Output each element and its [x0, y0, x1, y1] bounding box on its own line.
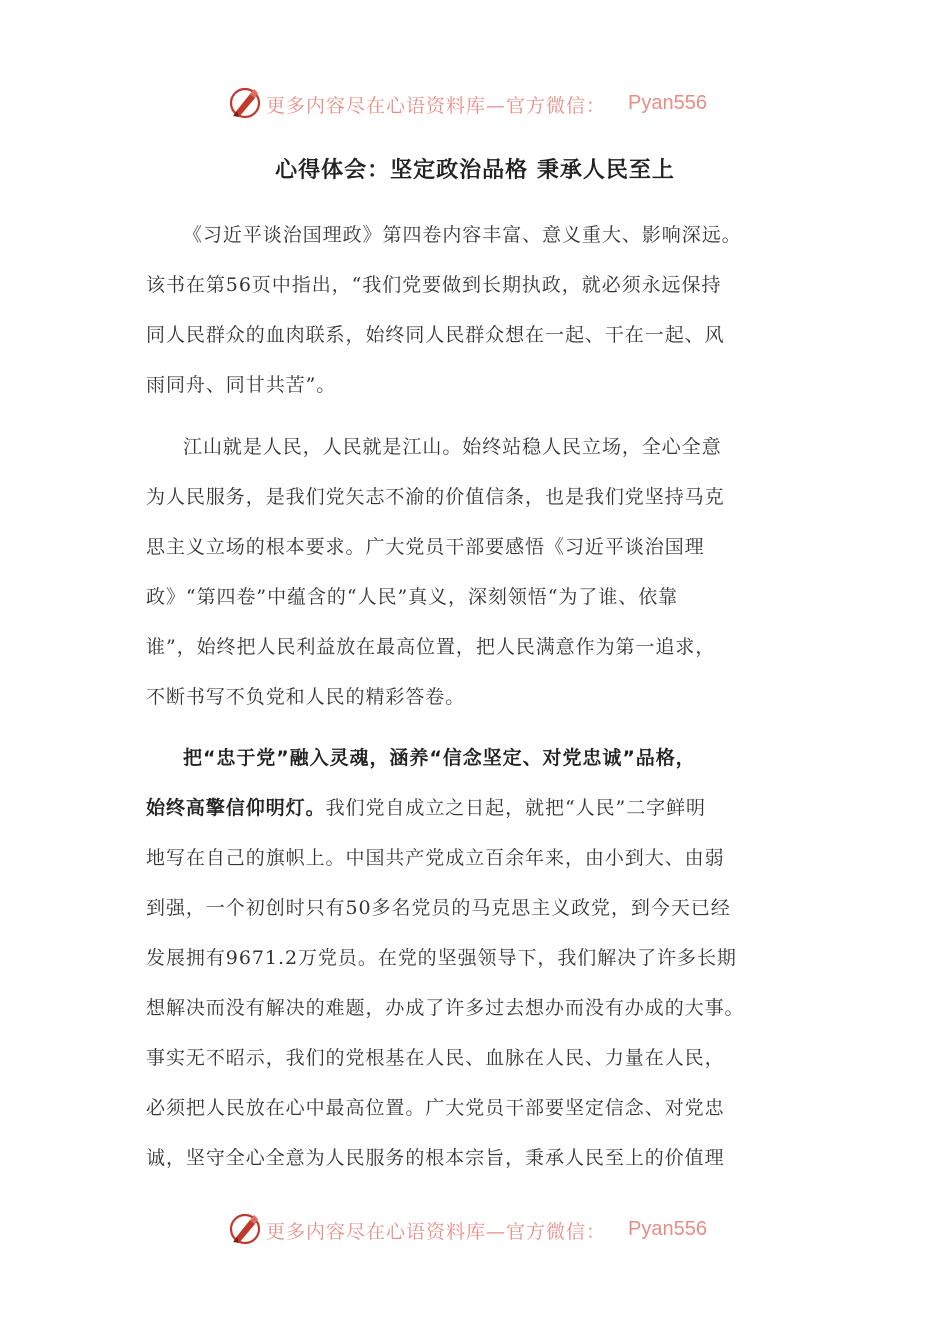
text-line [146, 793, 706, 820]
banner-text: 更多内容尽在心语资料库—官方微信： [266, 1221, 607, 1243]
text-line: 为人民服务，是我们党矢志不渝的价值信条，也是我们党坚持马克 [146, 486, 725, 508]
pen-logo-icon [228, 86, 262, 120]
text-line: 到强，一个初创时只有50多名党员的马克思主义政党，到今天已经 [146, 897, 731, 919]
text-line: 发展拥有9671.2万党员。在党的坚强领导下，我们解决了许多长期 [146, 947, 737, 969]
bold-lead-text: 把“忠于党”融入灵魂，涵养“信念坚定、对党忠诚”品格， [183, 747, 696, 769]
text-line: 同人民群众的血肉联系，始终同人民群众想在一起、干在一起、风 [146, 324, 725, 346]
text-line: 江山就是人民，人民就是江山。始终站稳人民立场，全心全意 [183, 436, 722, 458]
text-line: 事实无不昭示，我们的党根基在人民、血脉在人民、力量在人民， [146, 1047, 725, 1069]
pen-logo-icon [228, 1212, 262, 1246]
banner-wechat-id: Pyan556 [628, 1218, 707, 1240]
text-span: 我们党自成立之日起，就把“人民”二字鲜明 [325, 797, 706, 819]
text-line: 《习近平谈治国理政》第四卷内容丰富、意义重大、影响深远。 [183, 224, 742, 246]
footer-banner [0, 1210, 950, 1250]
banner-wechat-id: Pyan556 [628, 92, 707, 114]
text-line: 雨同舟、同甘共苦”。 [146, 374, 337, 396]
text-line: 思主义立场的根本要求。广大党员干部要感悟《习近平谈治国理 [146, 536, 705, 558]
text-line: 谁”，始终把人民利益放在最高位置，把人民满意作为第一追求， [146, 636, 716, 658]
text-line: 诚，坚守全心全意为人民服务的根本宗旨，秉承人民至上的价值理 [146, 1147, 725, 1169]
text-line: 必须把人民放在心中最高位置。广大党员干部要坚定信念、对党忠 [146, 1097, 725, 1119]
text-line: 政》“第四卷”中蕴含的“人民”真义，深刻领悟“为了谁、依靠 [146, 586, 679, 608]
article-title: 心得体会：坚定政治品格 秉承人民至上 [275, 158, 675, 183]
banner-text: 更多内容尽在心语资料库—官方微信： [266, 95, 607, 117]
bold-lead-line [183, 743, 696, 770]
text-line: 想解决而没有解决的难题，办成了许多过去想办而没有办成的大事。 [146, 997, 745, 1019]
header-banner [0, 84, 950, 124]
text-line: 该书在第56页中指出，“我们党要做到长期执政，就必须永远保持 [146, 274, 722, 296]
bold-lead-text: 始终高擎信仰明灯。 [146, 797, 326, 819]
text-line: 地写在自己的旗帜上。中国共产党成立百余年来，由小到大、由弱 [146, 847, 725, 869]
text-line: 不断书写不负党和人民的精彩答卷。 [146, 686, 466, 708]
